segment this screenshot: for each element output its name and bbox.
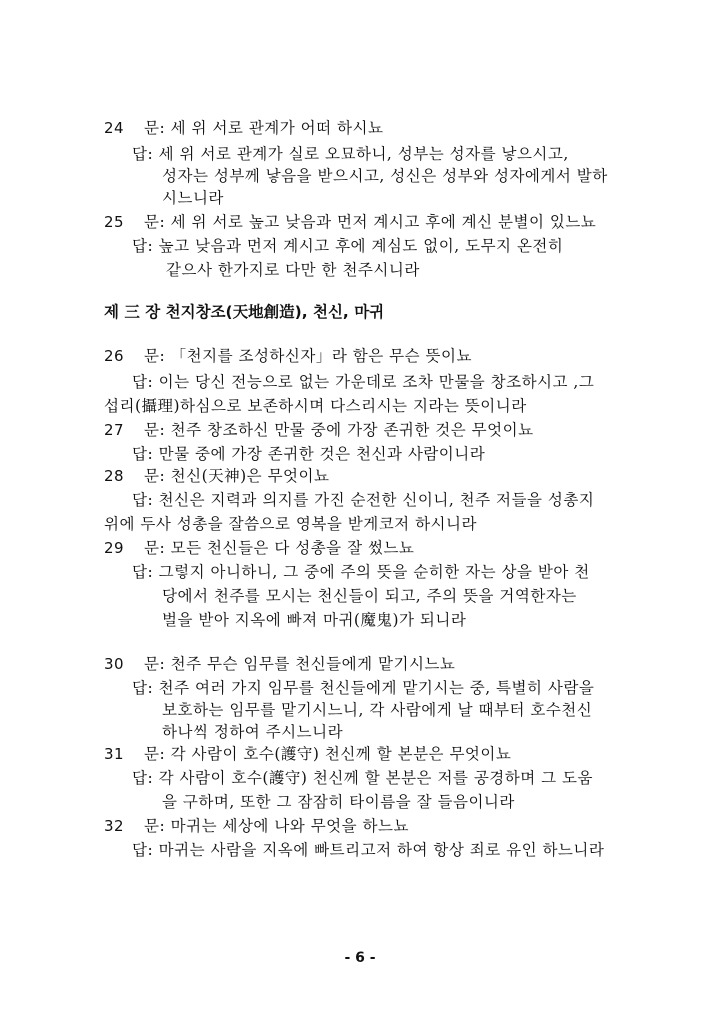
question-text: 천신(天神)은 무엇이뇨 [170, 467, 330, 485]
answer-text: 각 사람이 호수(護守) 천신께 할 본분은 저를 공경하며 그 도움 [158, 769, 593, 787]
answer-label: 답: [132, 373, 154, 391]
question-text: 세 위 서로 관계가 어떠 하시뇨 [170, 119, 384, 137]
answer-31 [132, 768, 593, 788]
answer-25-line-2: 같으사 한가지로 다만 한 천주시니라 [166, 261, 420, 279]
question-number: 29 [104, 539, 125, 557]
question-label: 문: [144, 817, 166, 835]
answer-text: 만물 중에 가장 존귀한 것은 천신과 사람이니라 [158, 445, 486, 463]
answer-text: 높고 낮음과 먼저 계시고 후에 계심도 없이, 도무지 온전히 [158, 237, 564, 255]
answer-label: 답: [132, 841, 154, 859]
answer-label: 답: [132, 491, 154, 509]
answer-label: 답: [132, 145, 154, 163]
question-number: 25 [104, 213, 125, 231]
answer-30 [132, 678, 594, 698]
question-27 [104, 420, 534, 440]
answer-text: 천주 여러 가지 임무를 천신들에게 맡기시는 중, 특별히 사람을 [158, 679, 595, 697]
answer-text: 그렇지 아니하니, 그 중에 주의 뜻을 순히한 자는 상을 받아 천 [158, 563, 590, 581]
question-text: 마귀는 세상에 나와 무엇을 하느뇨 [170, 817, 409, 835]
answer-29-line-2: 당에서 천주를 모시는 천신들이 되고, 주의 뜻을 거역한자는 [162, 587, 577, 605]
question-label: 문: [144, 421, 166, 439]
question-number: 32 [104, 817, 125, 835]
answer-25 [132, 236, 563, 256]
answer-24-line-2: 성자는 성부께 낳음을 받으시고, 성신은 성부와 성자에게서 발하 [162, 167, 608, 185]
question-text: 「천지를 조성하신자」라 함은 무슨 뜻이뇨 [170, 347, 472, 365]
answer-30-line-2: 보호하는 임무를 맡기시느니, 각 사람에게 날 때부터 호수천신 [162, 701, 593, 719]
question-number: 24 [104, 119, 125, 137]
question-label: 문: [144, 655, 166, 673]
question-text: 모든 천신들은 다 성총을 잘 썼느뇨 [170, 539, 415, 557]
question-32 [104, 816, 409, 836]
question-number: 27 [104, 421, 125, 439]
question-number: 31 [104, 745, 125, 763]
question-text: 천주 창조하신 만물 중에 가장 존귀한 것은 무엇이뇨 [170, 421, 534, 439]
answer-26-line-2: 섭리(攝理)하심으로 보존하시며 다스리시는 지라는 뜻이니라 [104, 397, 527, 415]
answer-29-line-3: 벌을 받아 지옥에 빠져 마귀(魔鬼)가 되니라 [162, 611, 467, 629]
question-label: 문: [144, 467, 166, 485]
answer-24 [132, 144, 569, 164]
answer-label: 답: [132, 237, 154, 255]
question-text: 각 사람이 호수(護守) 천신께 할 본분은 무엇이뇨 [170, 745, 512, 763]
answer-text: 세 위 서로 관계가 실로 오묘하니, 성부는 성자를 낳으시고, [158, 145, 569, 163]
answer-text: 천신은 지력과 의지를 가진 순전한 신이니, 천주 저들을 성총지 [158, 491, 595, 509]
question-text: 천주 무슨 임무를 천신들에게 맡기시느뇨 [170, 655, 456, 673]
answer-24-line-3: 시느니라 [162, 189, 224, 207]
answer-label: 답: [132, 563, 154, 581]
question-31 [104, 744, 511, 764]
question-text: 세 위 서로 높고 낮음과 먼저 계시고 후에 계신 분별이 있느뇨 [170, 213, 597, 231]
answer-30-line-3: 하나씩 정하여 주시느니라 [162, 723, 344, 741]
question-label: 문: [144, 347, 166, 365]
answer-29 [132, 562, 590, 582]
question-number: 26 [104, 347, 125, 365]
question-25 [104, 212, 596, 232]
question-number: 28 [104, 467, 125, 485]
answer-32 [132, 840, 604, 860]
answer-text: 이는 당신 전능으로 없는 가운데로 조차 만물을 창조하시고 ,그 [158, 373, 595, 391]
question-28 [104, 466, 329, 486]
question-label: 문: [144, 745, 166, 763]
question-label: 문: [144, 539, 166, 557]
answer-26 [132, 372, 594, 392]
answer-label: 답: [132, 769, 154, 787]
answer-label: 답: [132, 445, 154, 463]
question-26 [104, 346, 472, 366]
answer-text: 마귀는 사람을 지옥에 빠트리고저 하여 항상 죄로 유인 하느니라 [158, 841, 605, 859]
chapter-heading: 제 三 장 천지창조(天地創造), 천신, 마귀 [104, 303, 385, 321]
answer-label: 답: [132, 679, 154, 697]
question-24 [104, 118, 383, 138]
question-29 [104, 538, 414, 558]
answer-28 [132, 490, 594, 510]
answer-27 [132, 444, 485, 464]
question-label: 문: [144, 119, 166, 137]
question-number: 30 [104, 655, 125, 673]
page-number: - 6 - [344, 950, 376, 966]
question-label: 문: [144, 213, 166, 231]
answer-28-line-2: 위에 두사 성총을 잘씀으로 영복을 받게코저 하시니라 [104, 515, 477, 533]
answer-31-line-2: 을 구하며, 또한 그 잠잠히 타이름을 잘 들음이니라 [162, 793, 515, 811]
question-30 [104, 654, 455, 674]
